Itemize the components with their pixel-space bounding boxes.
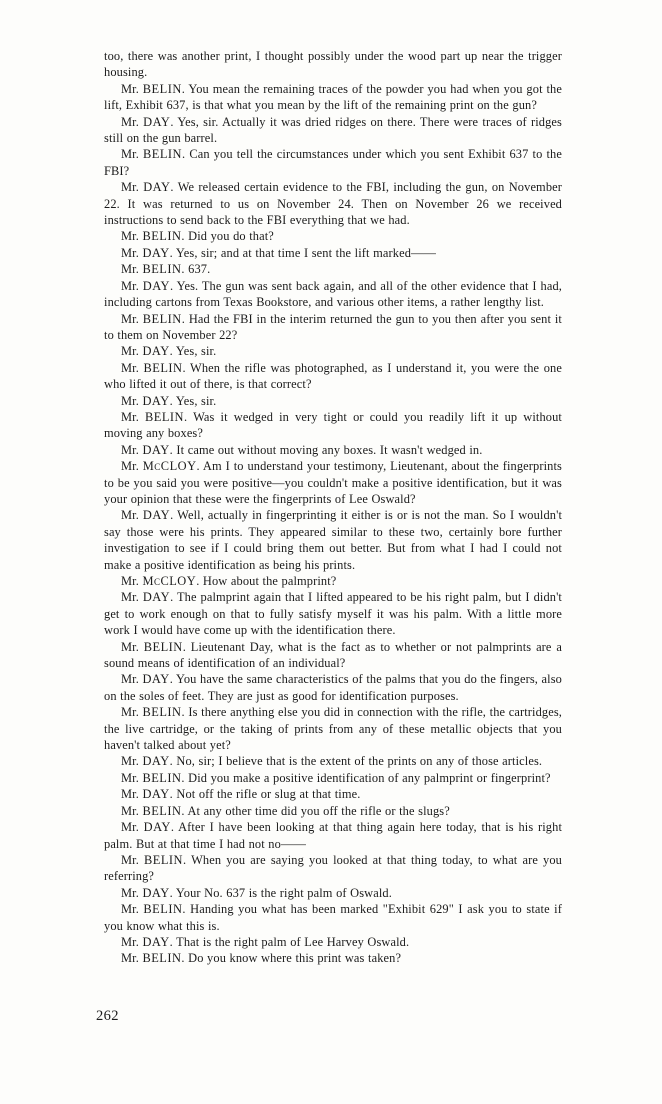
speaker-name: BELIN [144,852,183,867]
speaker-name: DAY [142,934,170,949]
paragraph: Mr. BELIN. Do you know where this print was taken? [121,951,402,966]
speaker-name: BELIN [143,360,183,375]
paragraph: Mr. DAY. Well, actually in fingerprinting it either is or is not the man. So I wouldn't say those were his prints. They appeared similar to these two, certainly bore further investigation to see if I could bring them out better. But from what I had I could not make a positive identification as being his prints. [104,508,563,572]
speaker-name: DAY [142,590,171,605]
speaker-name: DAY [142,393,170,408]
paragraph: Mr. DAY. Yes, sir. [121,344,217,359]
paragraph: Mr. DAY. No, sir; I believe that is the extent of the prints on any of those articles. [121,754,543,769]
speaker-name: DAY [143,820,171,835]
paragraph: Mr. DAY. Yes. The gun was sent back again, and all of the other evidence that I had, including cartons from Texas Bookstore, and various other items, a rather lengthy list. [104,278,562,310]
speaker-name: BELIN [142,951,182,966]
paragraph: Mr. DAY. We released certain evidence to the FBI, including the gun, on November 22. It was returned to us on November 24. Then on November 26 we received instructions to send back to the FBI everything that we had. [104,180,562,228]
page-number: 262 [96,1008,119,1024]
paragraph: Mr. BELIN. At any other time did you off the rifle or the slugs? [121,803,450,818]
speaker-name: BELIN [142,311,182,326]
paragraph: Mr. DAY. You have the same characteristics of the palms that you do the fingers, also on the soles of feet. They are just as good for identification purposes. [104,672,562,703]
speaker-name: BELIN [142,229,182,244]
speaker-name: BELIN [142,705,182,720]
speaker-name: DAY [143,180,171,195]
speaker-name: DAY [142,672,170,687]
speaker-name: BELIN [142,803,182,818]
speaker-name: McCLOY [142,574,197,588]
paragraph: Mr. BELIN. Can you tell the circumstances under which you sent Exhibit 637 to the FBI? [104,147,562,178]
paragraph: Mr. DAY. Not off the rifle or slug at that time. [121,787,361,802]
speaker-name: BELIN [142,262,182,277]
paragraph: Mr. DAY. After I have been looking at that thing again here today, that is his right palm. But at that time I had not no—— [104,820,563,851]
paragraph: Mr. BELIN. Did you make a positive identification of any palmprint or fingerprint? [121,770,551,785]
paragraph: Mr. McCLOY. Am I to understand your testimony, Lieutenant, about the fingerprints to be you said you were positive—you couldn't make a positive identification, but it was your opinion that these were the fingerprints of Lee Oswald? [104,459,562,506]
speaker-name: DAY [142,508,171,523]
paragraph: Mr. McCLOY. How about the palmprint? [121,574,337,588]
paragraph: Mr. DAY. Yes, sir. Actually it was dried ridges on there. There were traces of ridges still on the gun barrel. [104,114,562,146]
paragraph: Mr. DAY. The palmprint again that I lifted appeared to be his right palm, but I didn't get to work enough on that to fully satisfy myself it was his palm. With a little more work I would have come up with the identification there. [104,590,562,638]
speaker-name: DAY [143,114,171,129]
paragraph: Mr. BELIN. When the rifle was photographed, as I understand it, you were the one who lifted it out of there, is that correct? [104,360,562,392]
paragraph: Mr. BELIN. Did you do that? [121,229,274,244]
paragraph: Mr. BELIN. Was it wedged in very tight or could you readily lift it up without moving any boxes? [104,409,562,441]
paragraph: Mr. BELIN. Is there anything else you did in connection with the rifle, the cartridges, the live cartridge, or the taking of prints from any of these metallic objects that you haven't talked about yet? [104,705,562,753]
speaker-name: BELIN [145,409,184,424]
speaker-name: DAY [142,344,170,359]
speaker-name: BELIN [143,902,183,917]
paragraph: Mr. DAY. Your No. 637 is the right palm of Oswald. [121,885,392,900]
speaker-name: DAY [142,245,170,260]
paragraph: Mr. BELIN. When you are saying you looked at that thing today, to what are you referring? [104,852,562,884]
paragraph: Mr. BELIN. You mean the remaining traces of the powder you had when you got the lift, Exhibit 637, is that what you mean by the lift of the remaining print on the gun? [104,81,562,113]
paragraph: Mr. DAY. Yes, sir; and at that time I sent the lift marked—— [121,245,437,260]
paragraph: Mr. BELIN. 637. [121,262,211,277]
speaker-name: DAY [142,442,170,457]
speaker-name: BELIN [143,147,182,162]
speaker-name: DAY [142,278,170,293]
paragraph: Mr. BELIN. Had the FBI in the interim returned the gun to you then after you sent it to them on November 22? [104,311,562,342]
testimony-text-body [104,48,562,967]
paragraph: Mr. DAY. Yes, sir. [121,393,217,408]
speaker-name: DAY [142,885,170,900]
paragraph: Mr. DAY. It came out without moving any boxes. It wasn't wedged in. [121,442,483,457]
speaker-name: BELIN [142,81,182,96]
paragraph: Mr. BELIN. Lieutenant Day, what is the fact as to whether or not palmprints are a sound means of identification of an individual? [104,639,563,671]
speaker-name: DAY [142,754,170,769]
speaker-name: McCLOY [142,459,197,474]
paragraph: Mr. BELIN. Handing you what has been marked "Exhibit 629" I ask you to state if you know what this is. [104,902,562,933]
speaker-name: DAY [142,787,170,802]
paragraph: too, there was another print, I thought possibly under the wood part up near the trigger housing. [104,49,562,80]
speaker-name: BELIN [142,770,182,785]
speaker-name: BELIN [143,639,183,654]
paragraph: Mr. DAY. That is the right palm of Lee Harvey Oswald. [121,934,410,949]
